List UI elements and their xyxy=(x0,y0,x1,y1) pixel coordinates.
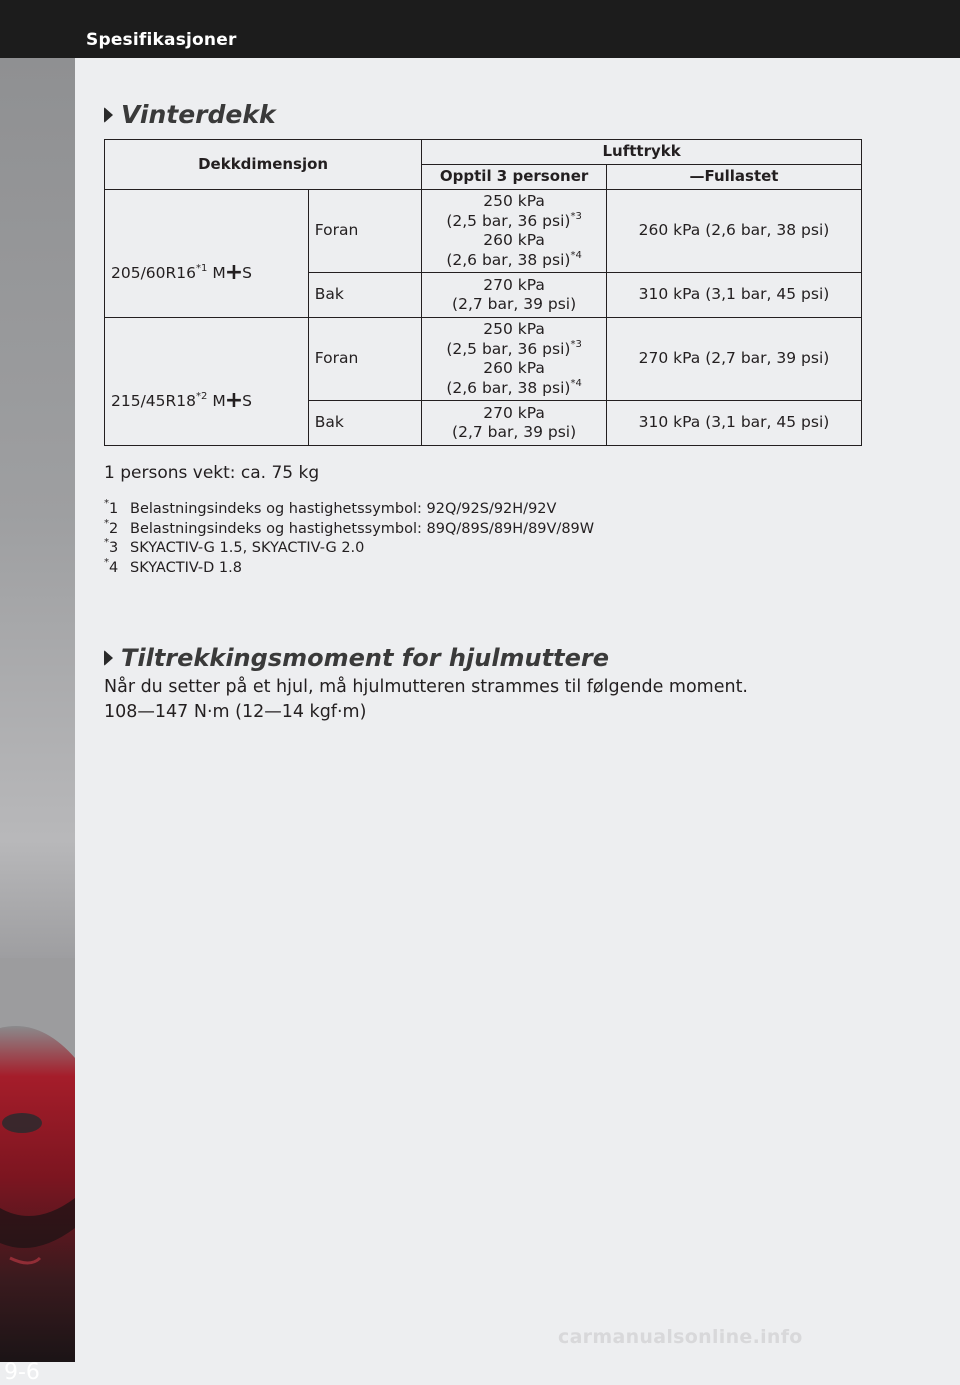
section-marker-icon xyxy=(104,650,113,666)
position-label: Bak xyxy=(308,273,421,318)
side-strip xyxy=(0,58,75,1385)
weight-note: 1 persons vekt: ca. 75 kg xyxy=(104,463,320,483)
section-heading-wheel-nut-torque xyxy=(104,644,609,672)
pressure-full-load: 310 kPa (3,1 bar, 45 psi) xyxy=(606,273,861,318)
footnotes xyxy=(104,500,594,578)
section-title: Tiltrekkingsmoment for hjulmuttere xyxy=(121,644,609,672)
footnote: *3 SKYACTIV-G 1.5, SKYACTIV-G 2.0 xyxy=(104,537,365,556)
section-title: Vinterdekk xyxy=(121,100,276,129)
tire-pressure-table xyxy=(104,139,862,446)
position-label: Foran xyxy=(308,190,421,273)
pressure-full-load: 270 kPa (2,7 bar, 39 psi) xyxy=(606,318,861,401)
torque-instruction: Når du setter på et hjul, må hjulmutteren strammes til følgende moment. xyxy=(104,677,748,697)
pressure-full-load: 260 kPa (2,6 bar, 38 psi) xyxy=(606,190,861,273)
header-bar xyxy=(0,0,960,58)
position-label: Bak xyxy=(308,401,421,446)
table-row xyxy=(105,190,862,273)
plus-icon: + xyxy=(224,388,244,414)
header-up-to-3: Opptil 3 personer xyxy=(422,165,607,190)
page-title: Spesifikasjoner xyxy=(86,30,237,50)
plus-icon: + xyxy=(224,260,244,286)
car-photo xyxy=(0,958,75,1362)
page-number: 9-6 xyxy=(4,1360,40,1385)
position-label: Foran xyxy=(308,318,421,401)
header-air-pressure: Lufttrykk xyxy=(422,140,862,165)
footnote: *2 Belastningsindeks og hastighetssymbol: 89Q/89S/89H/89V/89W xyxy=(104,517,595,537)
pressure-up-to-3: 250 kPa (2,5 bar, 36 psi)$^{*3}$ 260 kPa (2,6 bar, 38 psi)$^{*4}$ xyxy=(422,318,607,401)
pressure-full-load: 310 kPa (3,1 bar, 45 psi) xyxy=(606,401,861,446)
tire-size-cell: 215/45R18$^{*2}$ M+S xyxy=(105,318,309,446)
footnote: *1 Belastningsindeks og hastighetssymbol: 92Q/92S/92H/92V xyxy=(104,498,557,517)
header-full-load: —Fullastet xyxy=(606,165,861,190)
footnote: *4 SKYACTIV-D 1.8 xyxy=(104,556,242,576)
pressure-up-to-3: 250 kPa (2,5 bar, 36 psi)$^{*3}$ 260 kPa (2,6 bar, 38 psi)$^{*4}$ xyxy=(422,190,607,273)
table-row xyxy=(105,318,862,401)
pressure-up-to-3: 270 kPa (2,7 bar, 39 psi) xyxy=(422,273,607,318)
section-marker-icon xyxy=(104,107,113,123)
section-heading-winter-tires xyxy=(104,100,276,129)
header-tire-size: Dekkdimensjon xyxy=(105,140,422,190)
torque-value: 108—147 N·m (12—14 kgf·m) xyxy=(104,702,367,722)
watermark-text: carmanualsonline.info xyxy=(558,1326,803,1348)
pressure-up-to-3: 270 kPa (2,7 bar, 39 psi) xyxy=(422,401,607,446)
tire-size-cell: 205/60R16$^{*1}$ M+S xyxy=(105,190,309,318)
